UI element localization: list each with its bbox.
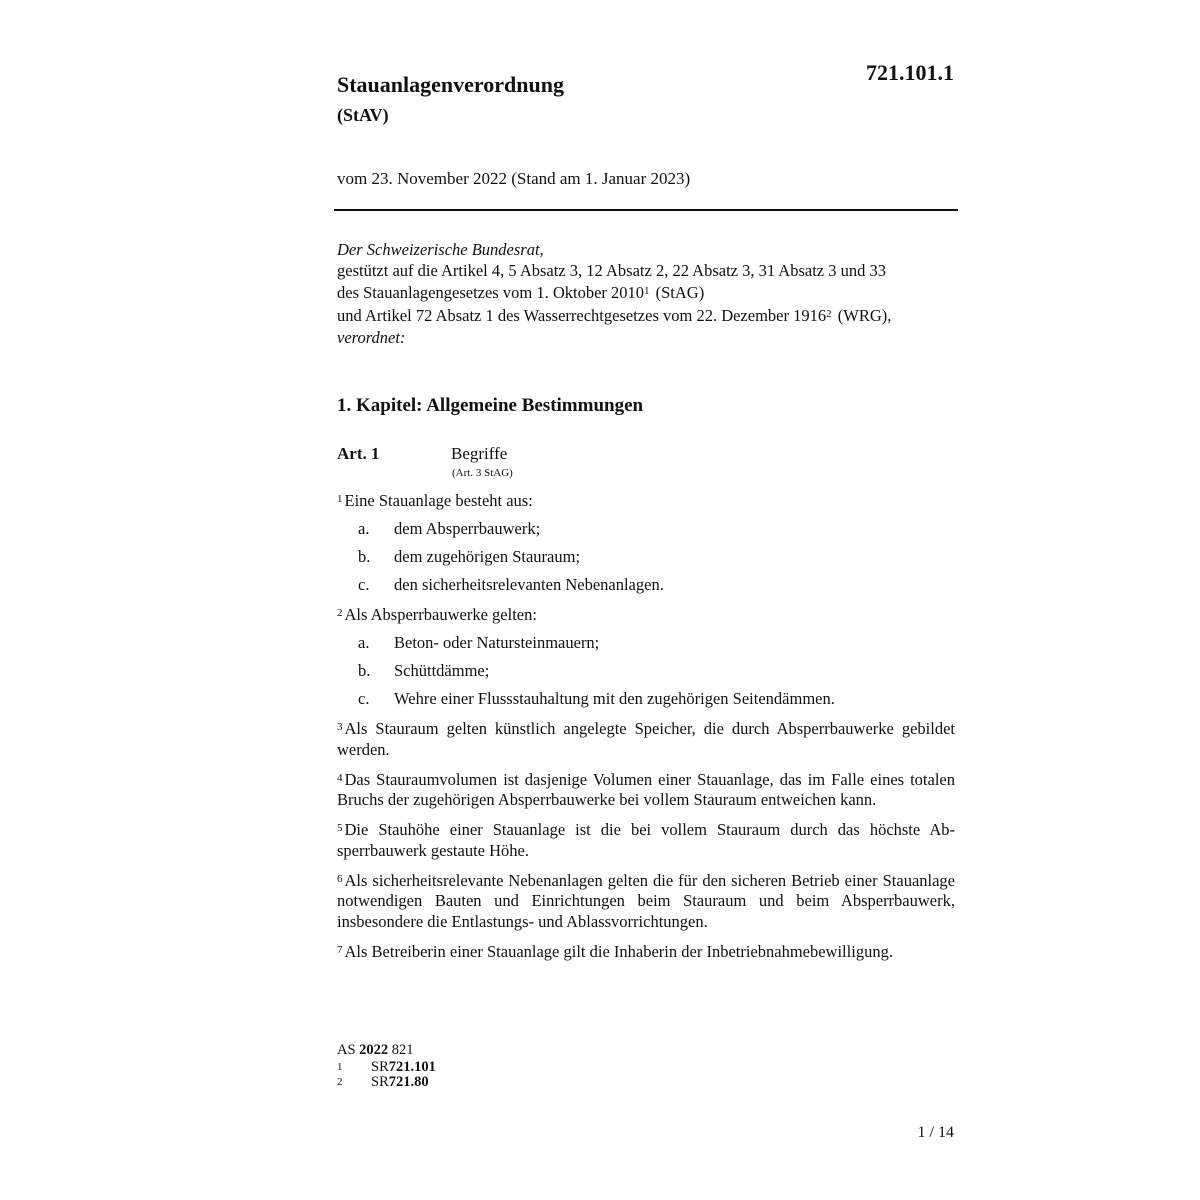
list-item-letter: c. [358,575,370,594]
preamble-basis-line-3 [337,304,955,327]
paragraph-number: 1 [337,493,343,505]
article-title: Begriffe [451,444,508,463]
title-divider [334,209,958,211]
footnote-number: 2 [337,1076,343,1088]
footnote-number: 1 [337,1061,343,1073]
document-date: vom 23. November 2022 (Stand am 1. Januar 2023) [337,169,691,188]
paragraph-6 [337,869,955,933]
as-prefix: AS [337,1042,360,1058]
footnote-link[interactable]: 721.101 [388,1059,436,1075]
document-title: Stauanlagenverordnung [337,72,564,97]
paragraph-number: 3 [337,721,343,733]
footnote-ref-1[interactable]: 1 [644,285,650,297]
paragraph-text: Eine Stauanlage besteht aus: [344,491,533,510]
list-item-text: dem Absperrbauwerk; [394,519,541,538]
list-item [337,689,955,710]
as-year: 2022 [359,1042,389,1058]
paragraph-number: 2 [337,607,343,619]
paragraph-5 [337,818,955,861]
paragraph-2 [337,603,955,626]
list-item-letter: b. [358,547,371,566]
paragraph-7 [337,940,955,963]
page-number: 1 / 14 [917,1124,954,1141]
paragraph-text: Als Absperrbauwerke gelten: [344,605,537,624]
list-item-text: dem zugehörigen Stauraum; [394,547,581,566]
footnote-link[interactable]: 721.80 [388,1074,429,1090]
paragraph-text: Das Stauraumvolumen ist dasjenige Volumen einer Stauanlage, das im Falle eines totalen Bruchs der zugehörigen Absperrbauwerke bei vollem Stauraum entweichen kann. [337,769,955,809]
list-item-letter: c. [358,689,370,708]
preamble-basis-line-3a: und Artikel 72 Absatz 1 des Wasserrechtgesetzes vom 22. Dezember 1916 [337,305,827,325]
as-page: 821 [388,1042,414,1058]
paragraph-1 [337,489,955,512]
list-item [337,547,955,568]
official-compilation-ref [337,1043,436,1058]
list-item [337,519,955,540]
footnote-prefix: SR [371,1059,389,1075]
preamble-basis-line-3b: (WRG), [833,305,892,325]
preamble-basis-line-2 [337,281,955,304]
article-reference: (Art. 3 StAG) [452,467,513,479]
document-abbreviation: (StAV) [337,105,389,125]
article-number: Art. 1 [337,444,380,463]
preamble-enacting: verordnet: [337,328,406,347]
paragraph-text: Als Betreiberin einer Stauanlage gilt die Inhaberin der Inbetriebnahmebewilligung. [344,941,893,961]
list-item-letter: a. [358,519,370,538]
list-item-text: Wehre einer Flussstauhaltung mit den zugehörigen Seitendämmen. [394,689,835,708]
footnote-1 [337,1060,436,1075]
preamble-basis-line-1: gestützt auf die Artikel 4, 5 Absatz 3, 12 Absatz 2, 22 Absatz 3, 31 Absatz 3 und 33 [337,260,887,280]
preamble-basis-line-2b: (StAG) [651,283,705,302]
footnotes [337,1043,436,1090]
paragraph-number: 6 [337,872,343,885]
document-page [337,0,958,1200]
paragraph-text: Als sicherheitsrelevante Nebenanlagen gelten die für den sicheren Betrieb einer Stauanlage notwendigen Bauten und Einrichtungen beim Stauraum und beim Absperrbauwerk, insbesondere die Entlastungs- und Ablassvorrichtungen. [337,870,955,931]
footnote-prefix: SR [371,1074,389,1090]
list-item-text: den sicherheitsrelevanten Nebenanlagen. [394,575,664,594]
preamble-authority: Der Schweizerische Bundesrat, [337,240,544,259]
chapter-heading: 1. Kapitel: Allgemeine Bestimmungen [337,395,644,416]
list-item-letter: b. [358,661,371,680]
list-item-text: Beton- oder Natursteinmauern; [394,633,600,652]
sr-number: 721.101.1 [866,60,954,85]
list-item [337,633,955,654]
paragraph-2-list [337,633,955,710]
paragraph-number: 4 [337,771,343,784]
paragraph-number: 7 [337,943,343,956]
paragraph-1-list [337,519,955,596]
list-item [337,575,955,596]
paragraph-text: Als Stauraum gelten künstlich angelegte Speicher, die durch Absperrbauwerke gebildet werden. [337,719,955,759]
preamble-basis-line-2a: des Stauanlagengesetzes vom 1. Oktober 2010 [337,283,645,302]
paragraph-text: Die Stauhöhe einer Stauanlage ist die bei vollem Stauraum durch das höchste Absperrbauwerk gestaute Höhe. [337,820,955,860]
footnote-2 [337,1075,436,1090]
paragraph-4 [337,768,955,811]
list-item [337,661,955,682]
footnote-ref-2[interactable]: 2 [826,307,832,320]
list-item-letter: a. [358,633,370,652]
paragraph-number: 5 [337,822,343,834]
preamble [337,240,955,349]
list-item-text: Schüttdämme; [394,661,490,680]
paragraph-3 [337,717,955,760]
article-body [337,489,955,970]
